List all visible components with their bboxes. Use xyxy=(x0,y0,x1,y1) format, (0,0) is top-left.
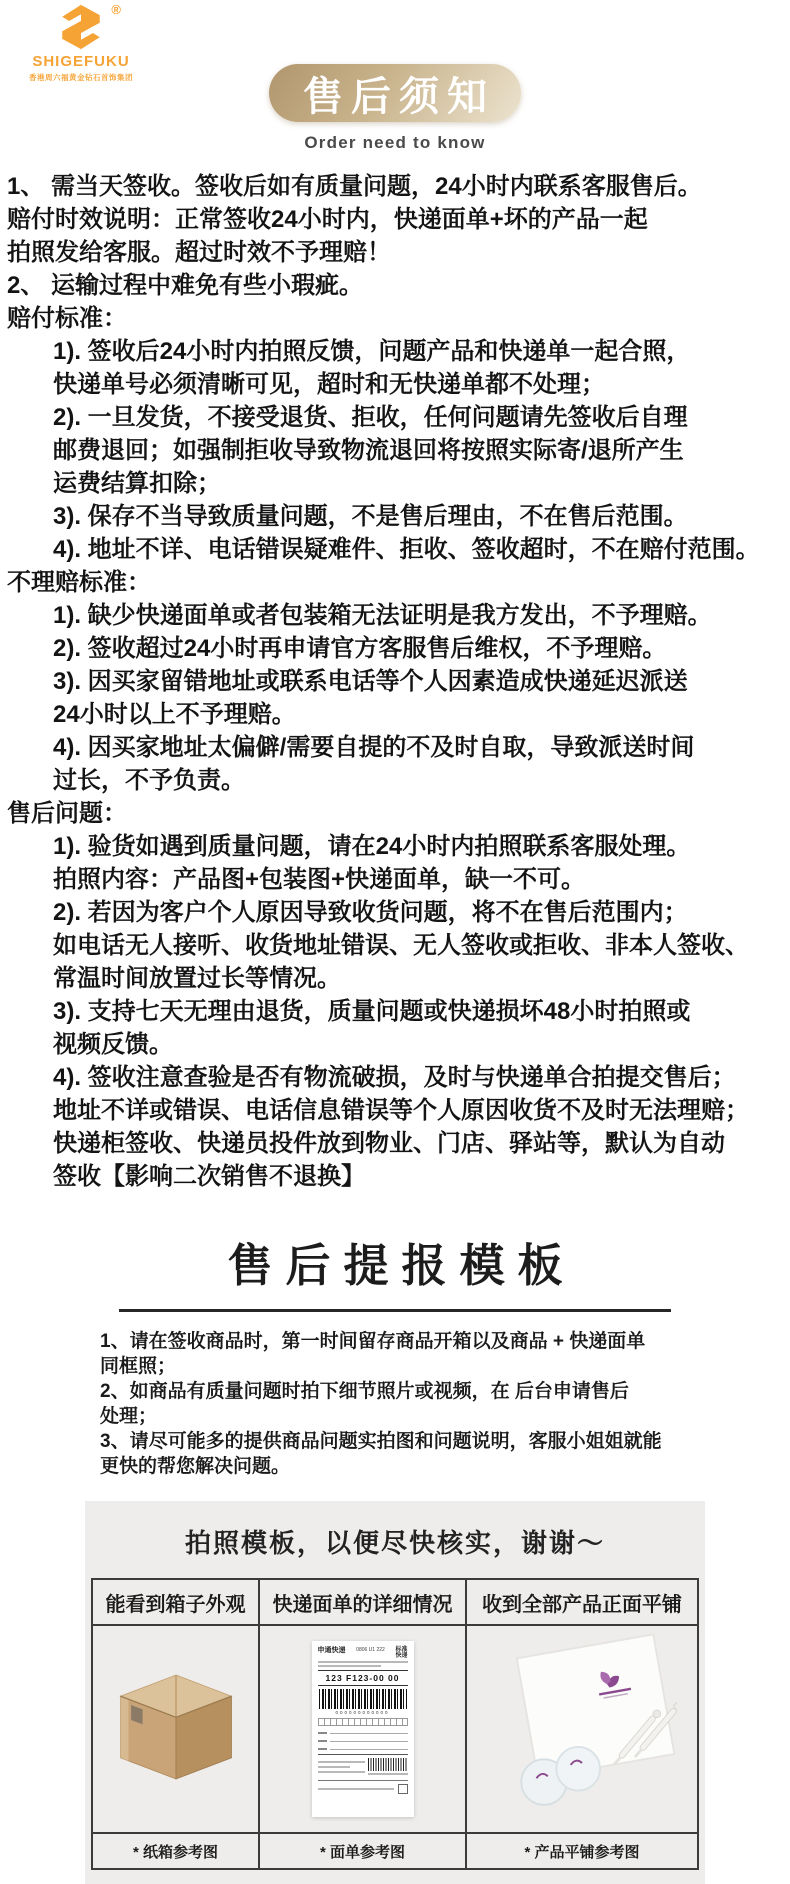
secondary-barcode xyxy=(368,1758,408,1776)
notice-line: 4). 因买家地址太偏僻/需要自提的不及时自取，导致派送时间 xyxy=(53,734,695,761)
template-line: 3、请尽可能多的提供商品问题实拍图和问题说明，客服小姐姐就能 xyxy=(100,1431,662,1452)
photo-guide-box xyxy=(85,1501,705,1884)
notice-line: 1). 缺少快递面单或者包装箱无法证明是我方发出，不予理赔。 xyxy=(53,602,712,629)
fineprint-bar xyxy=(318,1661,408,1663)
carton-image-cell xyxy=(92,1625,259,1833)
waybill-image-cell xyxy=(259,1625,466,1833)
waybill-service-line2: 快递 xyxy=(395,1653,408,1659)
title-underline xyxy=(119,1309,671,1312)
waybill-image xyxy=(312,1641,414,1817)
waybill-header xyxy=(318,1647,408,1659)
address-line xyxy=(318,1737,408,1742)
photo-guide-title: 拍照模板，以便尽快核实，谢谢～ xyxy=(184,1528,605,1558)
fineprint-bar xyxy=(318,1665,381,1667)
notice-line: 3). 支持七天无理由退货，质量问题或快递损坏48小时拍照或 xyxy=(53,998,691,1025)
caption-product: * 产品平铺参考图 xyxy=(466,1833,698,1869)
template-line: 2、如商品有质量问题时拍下细节照片或视频，在 后台申请售后 xyxy=(100,1381,629,1402)
template-line: 处理； xyxy=(100,1406,158,1427)
notice-line: 1). 签收后24小时内拍照反馈，问题产品和快递单一起合照， xyxy=(53,338,691,365)
caption-waybill: * 面单参考图 xyxy=(259,1833,466,1869)
hexagon-s-logo-icon xyxy=(55,2,121,55)
notice-line: 不理赔标准： xyxy=(7,569,151,596)
notice-line: 拍照发给客服。超过时效不予理赔！ xyxy=(7,239,391,266)
barcode-digits: 000000000000 xyxy=(335,1710,390,1715)
waybill-carrier: 申通快递 xyxy=(317,1647,346,1654)
notice-lines xyxy=(0,170,790,1193)
waybill-sort-code: 123 F123-00 00 xyxy=(318,1670,408,1686)
sender-lines xyxy=(318,1758,368,1776)
column-header-product: 收到全部产品正面平铺 xyxy=(466,1579,698,1625)
product-flatlay-image xyxy=(487,1634,677,1820)
template-line: 同框照； xyxy=(100,1356,177,1377)
waybill-service-line1: 标准 xyxy=(395,1647,408,1653)
brand-tagline: 香港周六福黄金钻石首饰集团 xyxy=(29,73,133,82)
notice-line: 赔付时效说明：正常签收24小时内，快递面单+坏的产品一起 xyxy=(7,206,648,233)
notice-line: 视频反馈。 xyxy=(53,1031,173,1058)
waybill-service xyxy=(395,1647,407,1659)
notice-line: 拍照内容：产品图+包装图+快递面单，缺一不可。 xyxy=(53,866,586,893)
notice-line: 赔付标准： xyxy=(7,305,127,332)
table-image-row xyxy=(92,1625,698,1833)
notice-line: 过长，不予负责。 xyxy=(53,767,245,794)
waybill-code: 0806 U1 222 xyxy=(356,1647,385,1653)
time-grid xyxy=(318,1718,408,1726)
quantity-box xyxy=(398,1784,408,1794)
notice-line: 运费结算扣除； xyxy=(53,470,221,497)
notice-line: 2). 签收超过24小时再申请官方客服售后维权，不予理赔。 xyxy=(53,635,667,662)
template-line: 更快的帮您解决问题。 xyxy=(100,1456,291,1477)
column-header-box: 能看到箱子外观 xyxy=(92,1579,259,1625)
cardboard-box-image xyxy=(110,1665,242,1789)
address-line xyxy=(318,1729,408,1734)
notice-line: 1、 需当天签收。签收后如有质量问题，24小时内联系客服售后。 xyxy=(7,173,702,200)
title-banner xyxy=(269,64,521,122)
product-image-cell xyxy=(466,1625,698,1833)
notice-line: 快递柜签收、快递员投件放到物业、门店、驿站等，默认为自动 xyxy=(53,1130,725,1157)
brand-logo xyxy=(16,4,146,83)
notice-line: 地址不详或错误、电话信息错误等个人原因收货不及时无法理赔； xyxy=(53,1097,749,1124)
notice-line: 邮费退回；如强制拒收导致物流退回将按照实际寄/退所产生 xyxy=(53,437,684,464)
notice-line: 4). 签收注意查验是否有物流破损，及时与快递单合拍提交售后； xyxy=(53,1064,736,1091)
caption-carton: * 纸箱参考图 xyxy=(92,1833,259,1869)
page-subtitle: Order need to know xyxy=(304,133,486,152)
column-header-waybill: 快递面单的详细情况 xyxy=(259,1579,466,1625)
notice-line: 常温时间放置过长等情况。 xyxy=(53,965,341,992)
template-list xyxy=(100,1329,710,1479)
page-title: 售后须知 xyxy=(303,74,495,119)
notice-line: 如电话无人接听、收货地址错误、无人签收或拒收、非本人签收、 xyxy=(53,932,749,959)
waybill-footer xyxy=(318,1780,408,1794)
address-line xyxy=(318,1745,408,1750)
table-header-row xyxy=(92,1579,698,1625)
photo-guide-table xyxy=(91,1578,699,1870)
notice-line: 3). 因买家留错地址或联系电话等个人因素造成快递延迟派送 xyxy=(53,668,688,695)
notice-line: 售后问题： xyxy=(7,800,127,827)
notice-line: 签收【影响二次销售不退换】 xyxy=(53,1163,365,1190)
notice-line: 2、 运输过程中难免有些小瑕疵。 xyxy=(7,272,364,299)
table-caption-row xyxy=(92,1833,698,1869)
notice-line: 2). 一旦发货，不接受退货、拒收，任何问题请先签收后自理 xyxy=(53,404,688,431)
registered-mark: ® xyxy=(111,2,121,17)
notice-line: 快递单号必须清晰可见，超时和无快递单都不处理； xyxy=(53,371,605,398)
notice-line: 1). 验货如遇到质量问题，请在24小时内拍照联系客服处理。 xyxy=(53,833,691,860)
notice-line: 3). 保存不当导致质量问题，不是售后理由，不在售后范围。 xyxy=(53,503,688,530)
notice-line: 24小时以上不予理赔。 xyxy=(53,701,296,728)
notice-line: 4). 地址不详、电话错误疑难件、拒收、签收超时，不在赔付范围。 xyxy=(53,536,760,563)
waybill-lower-section xyxy=(318,1754,408,1776)
brand-name: SHIGEFUKU xyxy=(32,53,130,70)
notice-line: 2). 若因为客户个人原因导致收货问题，将不在售后范围内； xyxy=(53,899,688,926)
template-line: 1、请在签收商品时，第一时间留存商品开箱以及商品 + 快递面单 xyxy=(100,1331,646,1352)
template-section-title: 售后提报模板 xyxy=(227,1240,576,1291)
barcode-image xyxy=(319,1689,407,1709)
